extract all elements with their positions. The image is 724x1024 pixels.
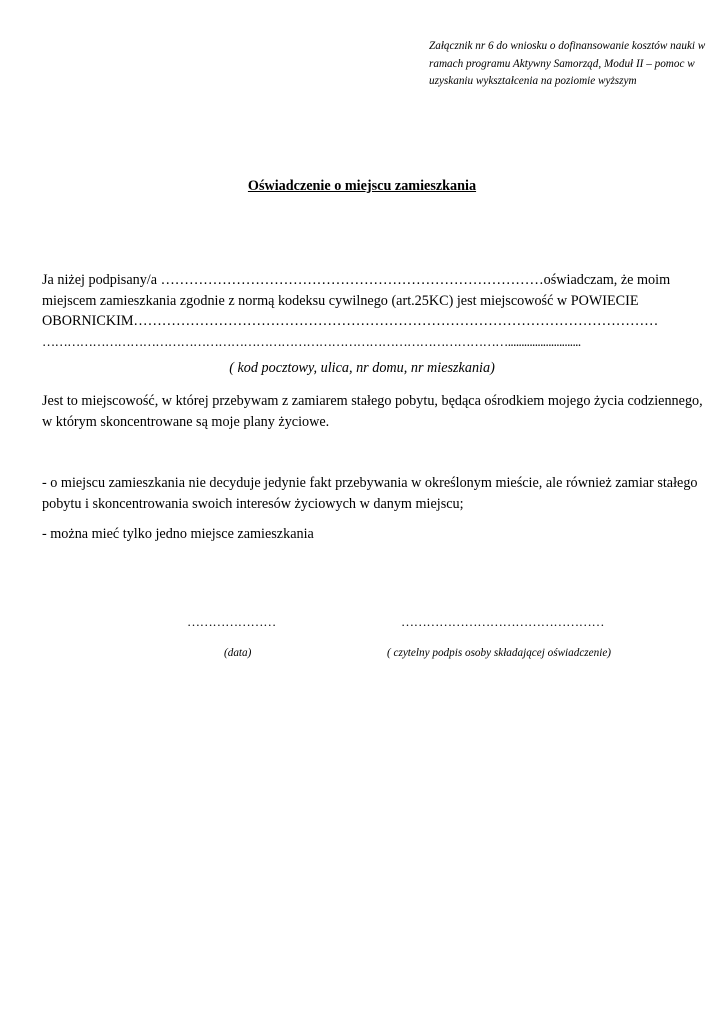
annex-note: Załącznik nr 6 do wniosku o dofinansowanie kosztów nauki w ramach programu Aktywny Samorząd, Moduł II – pomoc w uzyskaniu wykształcenia na poziomie wyższym xyxy=(429,40,706,88)
residence-paragraph: Jest to miejscowość, w której przebywam z zamiarem stałego pobytu, będąca ośrodkiem mojego życia codziennego, w którym skoncentrowane są moje plany życiowe. xyxy=(42,393,703,430)
signature-label: ( czytelny podpis osoby składającej oświadczenie) xyxy=(387,647,612,659)
declaration-line-4: …………………………………………………………………………………………………........................... xyxy=(42,333,581,349)
date-field-line: ………………… xyxy=(187,614,276,629)
note-item: - o miejscu zamieszkania nie decyduje jedynie fakt przebywania w określonym mieście, ale również zamiar stałego pobytu i skoncentrowania swoich interesów życiowych w danym miejscu; xyxy=(42,475,698,512)
declaration-line-1: Ja niżej podpisany/a ………………………………………………………………………oświadczam, że moim xyxy=(42,272,671,288)
declaration-paragraph xyxy=(42,270,706,352)
document-title: Oświadczenie o miejscu zamieszkania xyxy=(247,178,477,194)
date-label: (data) xyxy=(224,647,252,659)
address-hint: ( kod pocztowy, ulica, nr domu, nr mieszkania) xyxy=(229,360,495,376)
declaration-line-3: OBORNICKIM………………………………………………………………………………………………… xyxy=(42,313,659,330)
note-item: - można mieć tylko jedno miejsce zamieszkania xyxy=(42,526,314,542)
declaration-line-2: miejscem zamieszkania zgodnie z normą kodeksu cywilnego (art.25KC) jest miejscowość w POWIECIE xyxy=(42,292,639,309)
signature-field-line: ………………………………………… xyxy=(401,614,605,629)
